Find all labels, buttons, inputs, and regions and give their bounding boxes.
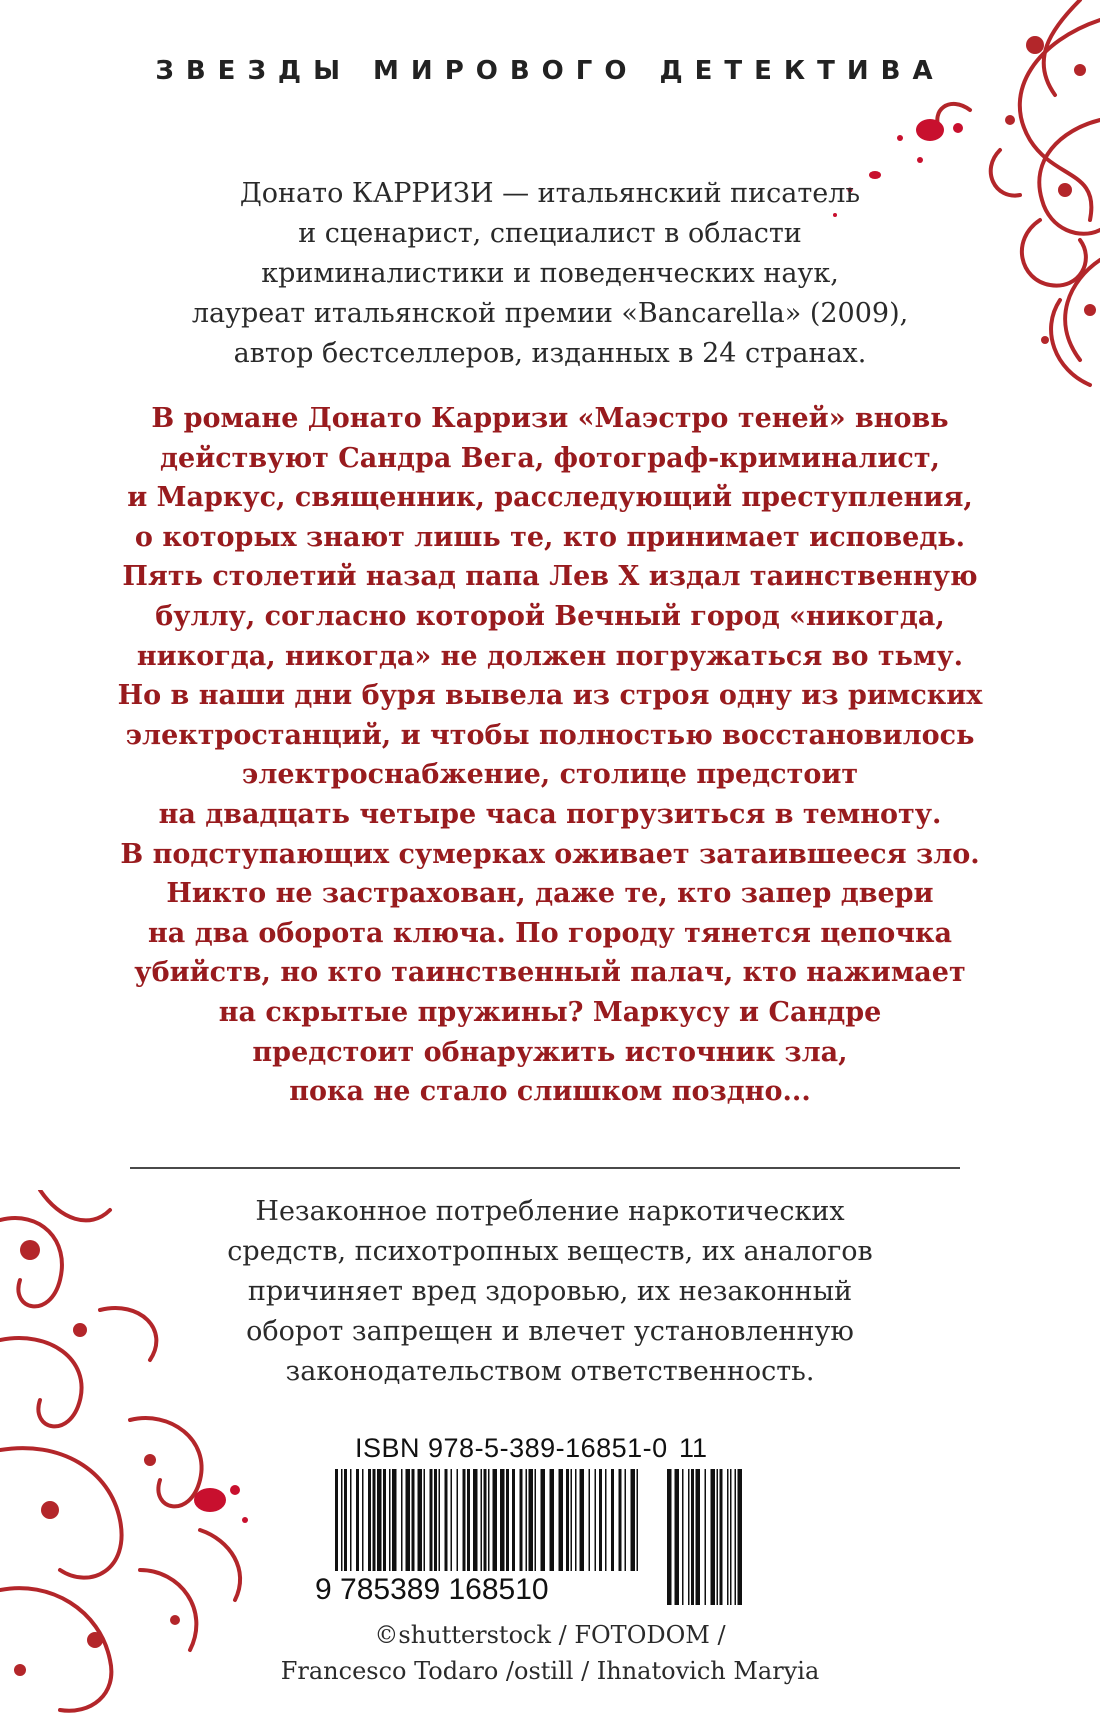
barcode-bar: [691, 1469, 694, 1605]
barcode-bar: [418, 1469, 423, 1571]
author-bio-line: криминалистики и поведенческих наук,: [261, 258, 839, 289]
barcode-bar: [439, 1469, 441, 1571]
barcode-bar: [675, 1469, 680, 1605]
barcode-bar: [688, 1469, 690, 1605]
barcode-bar: [350, 1469, 352, 1571]
series-title: ЗВЕЗДЫ МИРОВОГО ДЕТЕКТИВА: [155, 56, 945, 86]
barcode-bar: [451, 1469, 453, 1571]
barcode-bar: [430, 1469, 433, 1571]
barcode-bar: [434, 1469, 437, 1571]
barcode-bar: [550, 1469, 555, 1571]
author-bio-line: автор бестселлеров, изданных в 24 странах.: [233, 338, 867, 369]
barcode-bar: [738, 1469, 743, 1605]
barcode-digits: 9 785389 168510: [315, 1573, 549, 1606]
barcode-bar: [520, 1469, 523, 1571]
warning-line: причиняет вред здоровью, их незаконный: [247, 1276, 853, 1307]
barcode-bar: [368, 1469, 371, 1571]
barcode-bar: [575, 1469, 577, 1571]
barcode-bar: [389, 1469, 391, 1571]
barcode-bar: [493, 1469, 498, 1571]
barcode-bar: [599, 1469, 602, 1571]
barcode-graphic: [315, 1433, 755, 1613]
barcode-bar: [526, 1469, 528, 1571]
synopsis-line: на скрытые пружины? Маркусу и Сандре: [218, 996, 882, 1028]
barcode-bar: [589, 1469, 591, 1571]
credit-line: Francesco Todaro /ostill / Ihnatovich Maryia: [280, 1657, 820, 1685]
synopsis-line: буллу, согласно которой Вечный город «никогда,: [155, 600, 945, 632]
synopsis-line: на два оборота ключа. По городу тянется цепочка: [148, 917, 952, 949]
barcode-bar: [705, 1469, 707, 1605]
barcode-bar: [611, 1469, 614, 1571]
isbn-label: ISBN 978-5-389-16851-0: [355, 1433, 668, 1463]
barcode-bar: [401, 1469, 403, 1571]
barcode-bar: [541, 1469, 546, 1571]
barcode-bar: [682, 1469, 684, 1605]
author-bio-line: лауреат итальянской премии «Bancarella» (2009),: [191, 298, 909, 329]
warning-line: средств, психотропных веществ, их аналогов: [227, 1236, 873, 1267]
synopsis-line: на двадцать четыре часа погрузиться в темноту.: [158, 798, 942, 830]
barcode-bar: [467, 1469, 470, 1571]
barcode-bar: [529, 1469, 534, 1571]
section-divider: [130, 1167, 960, 1169]
barcode-bar: [717, 1469, 719, 1605]
synopsis-line: никогда, никогда» не должен погружаться во тьму.: [136, 640, 964, 672]
isbn-barcode: [315, 1433, 755, 1613]
barcode-bar: [424, 1469, 426, 1571]
barcode-bar: [566, 1469, 569, 1571]
barcode-bar: [392, 1469, 397, 1571]
barcode-bar: [377, 1469, 382, 1571]
isbn-addon-code: 11: [679, 1433, 708, 1463]
barcode-bar: [605, 1469, 607, 1571]
barcode-bar: [488, 1469, 490, 1571]
barcode-bar: [631, 1469, 636, 1571]
barcode-bar: [506, 1469, 509, 1571]
image-credits: [200, 1617, 900, 1689]
barcode-bar: [727, 1469, 729, 1605]
synopsis-line: о которых знают лишь те, кто принимает исповедь.: [134, 521, 966, 553]
warning-line: законодательством ответственность.: [285, 1356, 815, 1387]
synopsis-line: предстоит обнаружить источник зла,: [252, 1036, 848, 1068]
barcode-addon-bars: [667, 1469, 742, 1605]
barcode-bar: [559, 1469, 564, 1571]
barcode-bar: [720, 1469, 723, 1605]
barcode-bar: [373, 1469, 376, 1571]
legal-warning: [160, 1192, 940, 1392]
barcode-bar: [463, 1469, 466, 1571]
synopsis-line: электроснабжение, столице предстоит: [241, 759, 859, 791]
barcode-bar: [406, 1469, 411, 1571]
barcode-bar: [535, 1469, 537, 1571]
barcode-bar: [637, 1469, 639, 1571]
barcode-bar: [445, 1469, 448, 1571]
warning-line: оборот запрещен и влечет установленную: [246, 1316, 854, 1347]
barcode-bar: [512, 1469, 515, 1571]
warning-line: Незаконное потребление наркотических: [255, 1196, 845, 1227]
barcode-bar: [362, 1469, 364, 1571]
barcode-bar: [335, 1469, 338, 1571]
author-bio-line: и сценарист, специалист в области: [298, 218, 802, 249]
synopsis-line: пока не стало слишком поздно...: [289, 1076, 811, 1108]
barcode-bar: [667, 1469, 672, 1605]
barcode-bar: [457, 1469, 459, 1571]
barcode-main-bars: [335, 1469, 638, 1571]
synopsis-line: убийств, но кто таинственный палач, кто нажимает: [134, 957, 966, 989]
synopsis-line: Пять столетий назад папа Лев Х издал таинственную: [122, 561, 978, 593]
credit-line: ©shutterstock / FOTODOM /: [374, 1621, 726, 1649]
synopsis-line: электростанций, и чтобы полностью восстановилось: [125, 719, 975, 751]
barcode-bar: [730, 1469, 732, 1605]
author-bio-line: Донато КАРРИЗИ — итальянский писатель: [239, 178, 861, 209]
synopsis-line: Никто не застрахован, даже те, кто запер двери: [166, 878, 934, 910]
synopsis-line: В подступающих сумерках оживает затаившееся зло.: [120, 838, 980, 870]
author-bio: [160, 174, 940, 374]
barcode-bar: [356, 1469, 359, 1571]
barcode-bar: [595, 1469, 597, 1571]
barcode-bar: [711, 1469, 716, 1605]
barcode-bar: [412, 1469, 415, 1571]
barcode-bar: [580, 1469, 585, 1571]
barcode-bar: [571, 1469, 573, 1571]
synopsis-line: Но в наши дни буря вывела из строя одну из римских: [117, 680, 983, 712]
barcode-bar: [500, 1469, 505, 1571]
barcode-bar: [481, 1469, 483, 1571]
barcode-bar: [473, 1469, 478, 1571]
barcode-bar: [619, 1469, 622, 1571]
barcode-bar: [484, 1469, 487, 1571]
barcode-bar: [735, 1469, 737, 1605]
barcode-bar: [696, 1469, 701, 1605]
book-synopsis: [110, 399, 990, 1112]
barcode-bar: [383, 1469, 386, 1571]
synopsis-line: и Маркус, священник, расследующий преступления,: [127, 482, 973, 514]
barcode-bar: [625, 1469, 627, 1571]
synopsis-line: действуют Сандра Вега, фотограф-криминалист,: [160, 442, 940, 474]
barcode-bar: [344, 1469, 347, 1571]
barcode-bar: [341, 1469, 343, 1571]
synopsis-line: В романе Донато Карризи «Маэстро теней» вновь: [151, 403, 949, 434]
